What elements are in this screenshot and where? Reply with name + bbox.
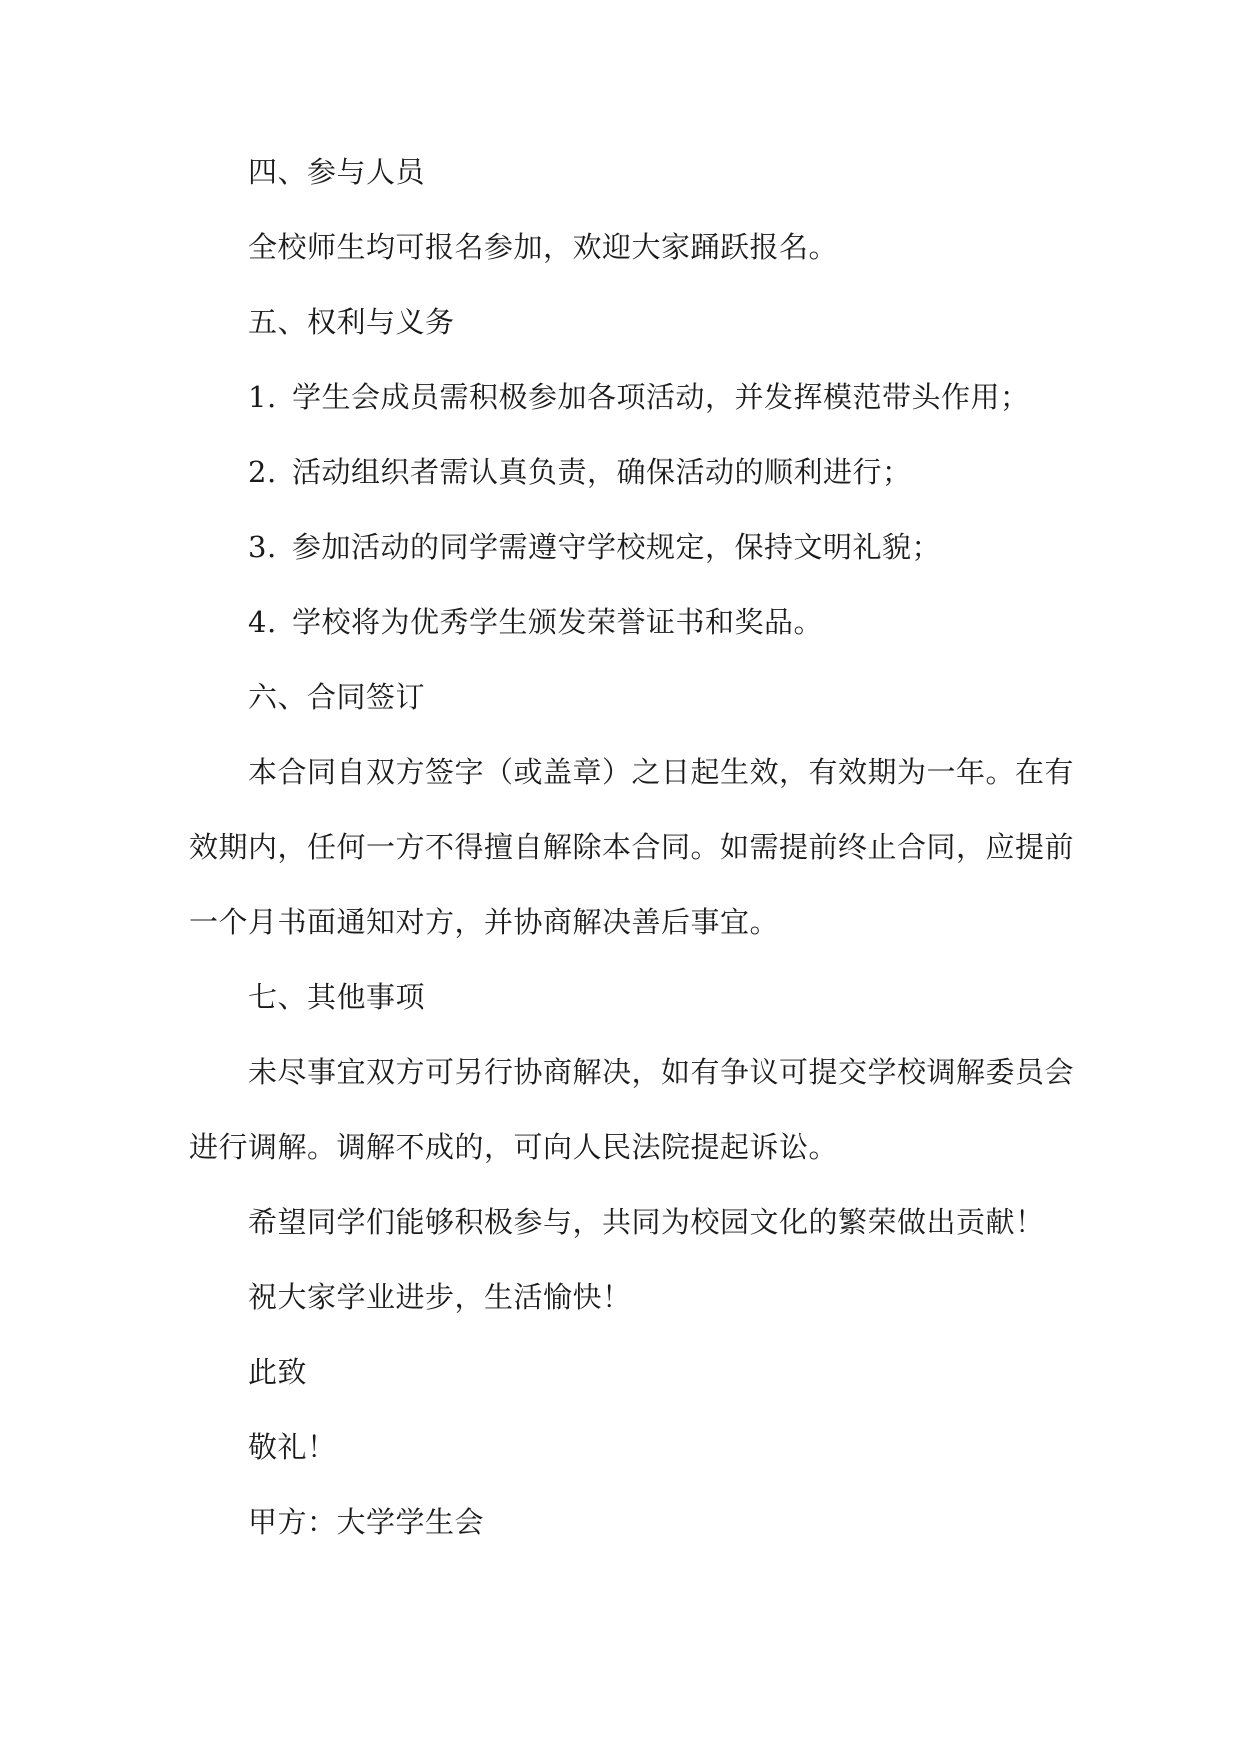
section-7-heading: 七、其他事项 [248,980,426,1014]
section-6-paragraph-line: 本合同自双方签字（或盖章）之日起生效，有效期为一年。在有 [248,755,1075,789]
salutation-line-2: 敬礼！ [248,1430,337,1464]
section-5-heading: 五、权利与义务 [248,305,455,339]
list-item-text: 活动组织者需认真负责，确保活动的顺利进行； [292,455,912,489]
list-item-number: 4. [248,605,277,639]
list-item-number: 2. [248,455,277,489]
list-item-text: 参加活动的同学需遵守学校规定，保持文明礼貌； [292,530,942,564]
list-item [248,602,823,642]
section-4-text: 全校师生均可报名参加，欢迎大家踊跃报名。 [248,230,839,264]
party-a-signature: 甲方：大学学生会 [248,1505,485,1539]
section-7-paragraph-line: 未尽事宜双方可另行协商解决，如有争议可提交学校调解委员会 [248,1055,1075,1089]
section-6-paragraph-line: 效期内，任何一方不得擅自解除本合同。如需提前终止合同，应提前 [189,830,1075,864]
list-item-text: 学校将为优秀学生颁发荣誉证书和奖品。 [292,605,824,639]
section-4-heading: 四、参与人员 [248,155,426,189]
closing-hope: 希望同学们能够积极参与，共同为校园文化的繁荣做出贡献！ [248,1205,1045,1239]
salutation-line-1: 此致 [248,1355,308,1389]
list-item [248,377,1030,417]
list-item-number: 1. [248,380,277,414]
list-item-number: 3. [248,530,277,564]
list-item [248,527,941,567]
section-7-paragraph-line: 进行调解。调解不成的，可向人民法院提起诉讼。 [189,1130,839,1164]
section-6-heading: 六、合同签订 [248,680,426,714]
list-item [248,452,912,492]
section-6-paragraph-line: 一个月书面通知对方，并协商解决善后事宜。 [189,905,780,939]
closing-wish: 祝大家学业进步，生活愉快！ [248,1280,632,1314]
list-item-text: 学生会成员需积极参加各项活动，并发挥模范带头作用； [292,380,1030,414]
